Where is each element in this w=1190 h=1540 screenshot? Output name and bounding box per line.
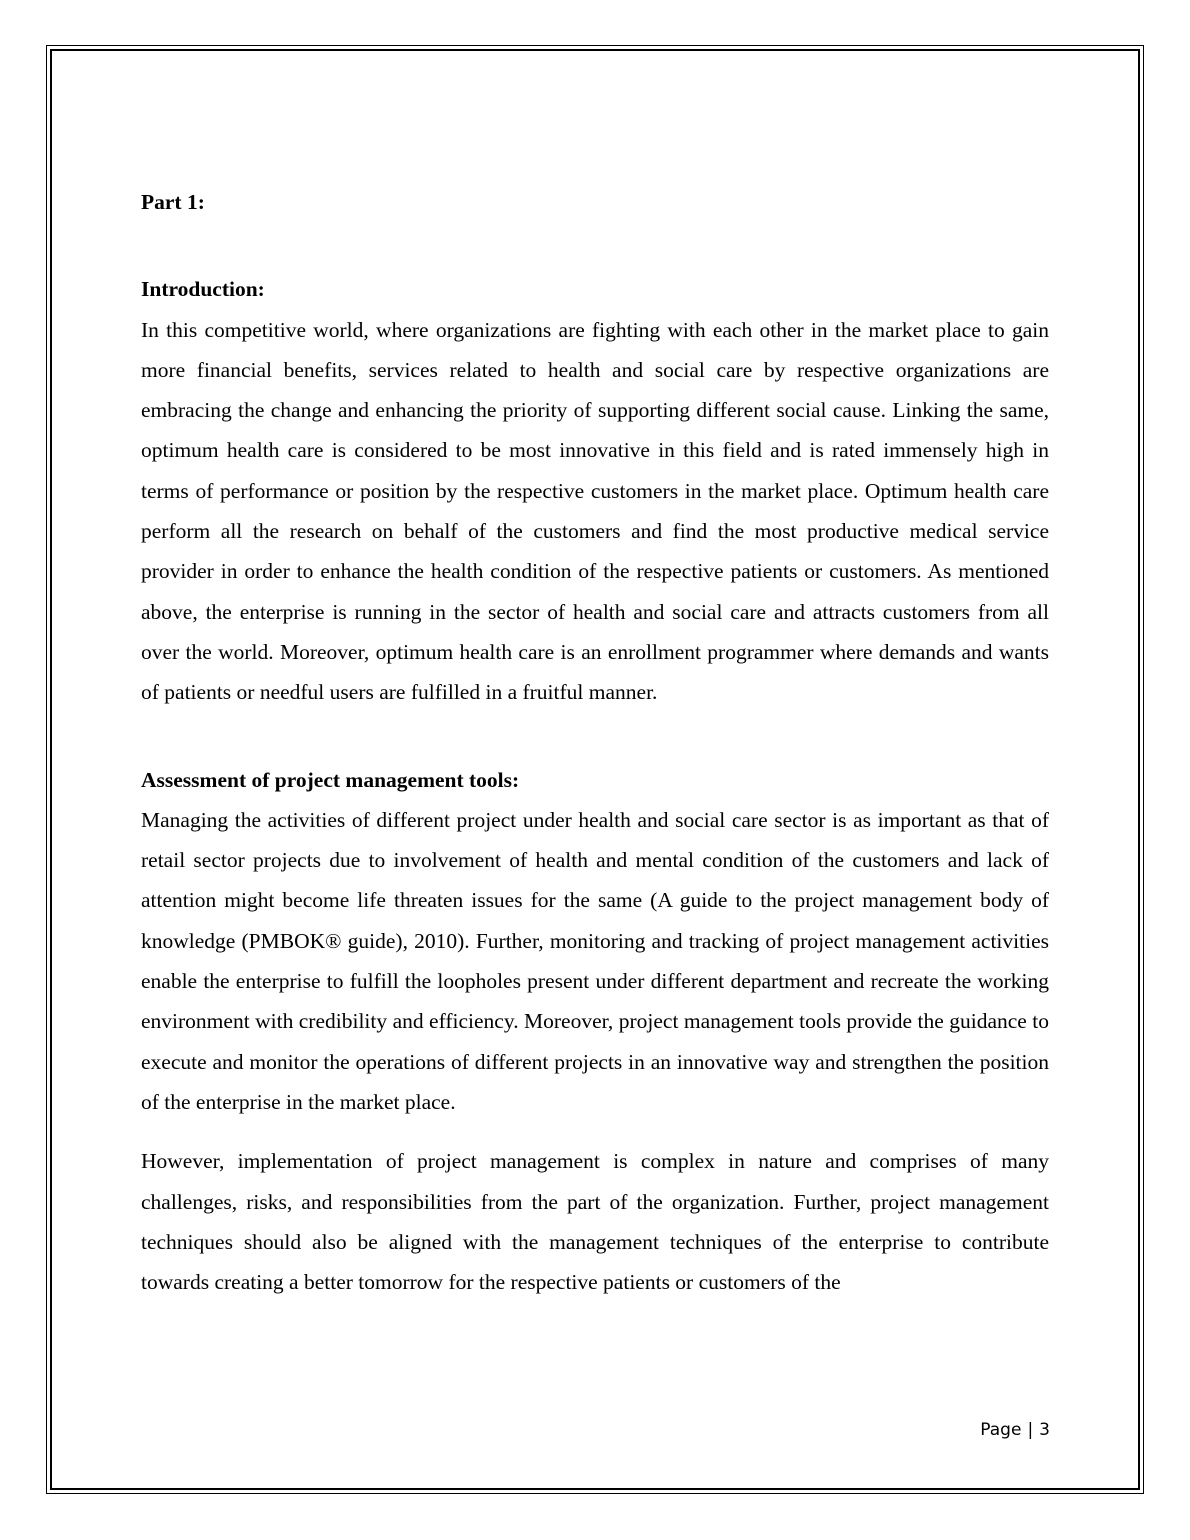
assessment-paragraph-1: Managing the activities of different project under health and social care sector is as important as that of retail sector projects due to involvement of health and mental condition of the customers and lack of attention might become life threaten issues for the same (A guide to the project management body of knowledge (PMBOK® guide), 2010). Further, monitoring and tracking of project management activities enable the enterprise to fulfill the loopholes present under different department and recreate the working environment with credibility and efficiency. Moreover, project management tools provide the guidance to execute and monitor the operations of different projects in an innovative way and strengthen the position of the enterprise in the market place. xyxy=(141,807,1049,1114)
section-heading-introduction: Introduction: xyxy=(141,277,265,302)
page-label: Page xyxy=(980,1420,1022,1440)
spacer xyxy=(141,1122,1049,1141)
part-heading: Part 1: xyxy=(141,190,205,214)
section-heading-assessment: Assessment of project management tools: xyxy=(141,767,520,792)
spacer xyxy=(141,713,1049,760)
spacer xyxy=(141,222,1049,269)
introduction-paragraph: In this competitive world, where organizations are fighting with each other in the market place to gain more financial benefits, services related to health and social care by respective organizations are embracing the change and enhancing the priority of supporting different social cause. Linking the same, optimum health care is considered to be most innovative in this field and is rated immensely high in terms of performance or position by the respective customers in the market place. Optimum health care perform all the research on behalf of the customers and find the most productive medical service provider in order to enhance the health condition of the respective patients or customers. As mentioned above, the enterprise is running in the sector of health and social care and attracts customers from all over the world. Moreover, optimum health care is an enrollment programmer where demands and wants of patients or needful users are fulfilled in a fruitful manner. xyxy=(141,317,1049,705)
page-separator: | xyxy=(1027,1420,1034,1440)
document-body xyxy=(141,182,1049,1302)
assessment-paragraph-2: However, implementation of project management is complex in nature and comprises of many challenges, risks, and responsibilities from the part of the organization. Further, project management techniques should also be aligned with the management techniques of the enterprise to contribute towards creating a better tomorrow for the respective patients or customers of the xyxy=(141,1149,1049,1295)
page-footer xyxy=(900,1418,1050,1442)
page-number: 3 xyxy=(1039,1420,1050,1440)
